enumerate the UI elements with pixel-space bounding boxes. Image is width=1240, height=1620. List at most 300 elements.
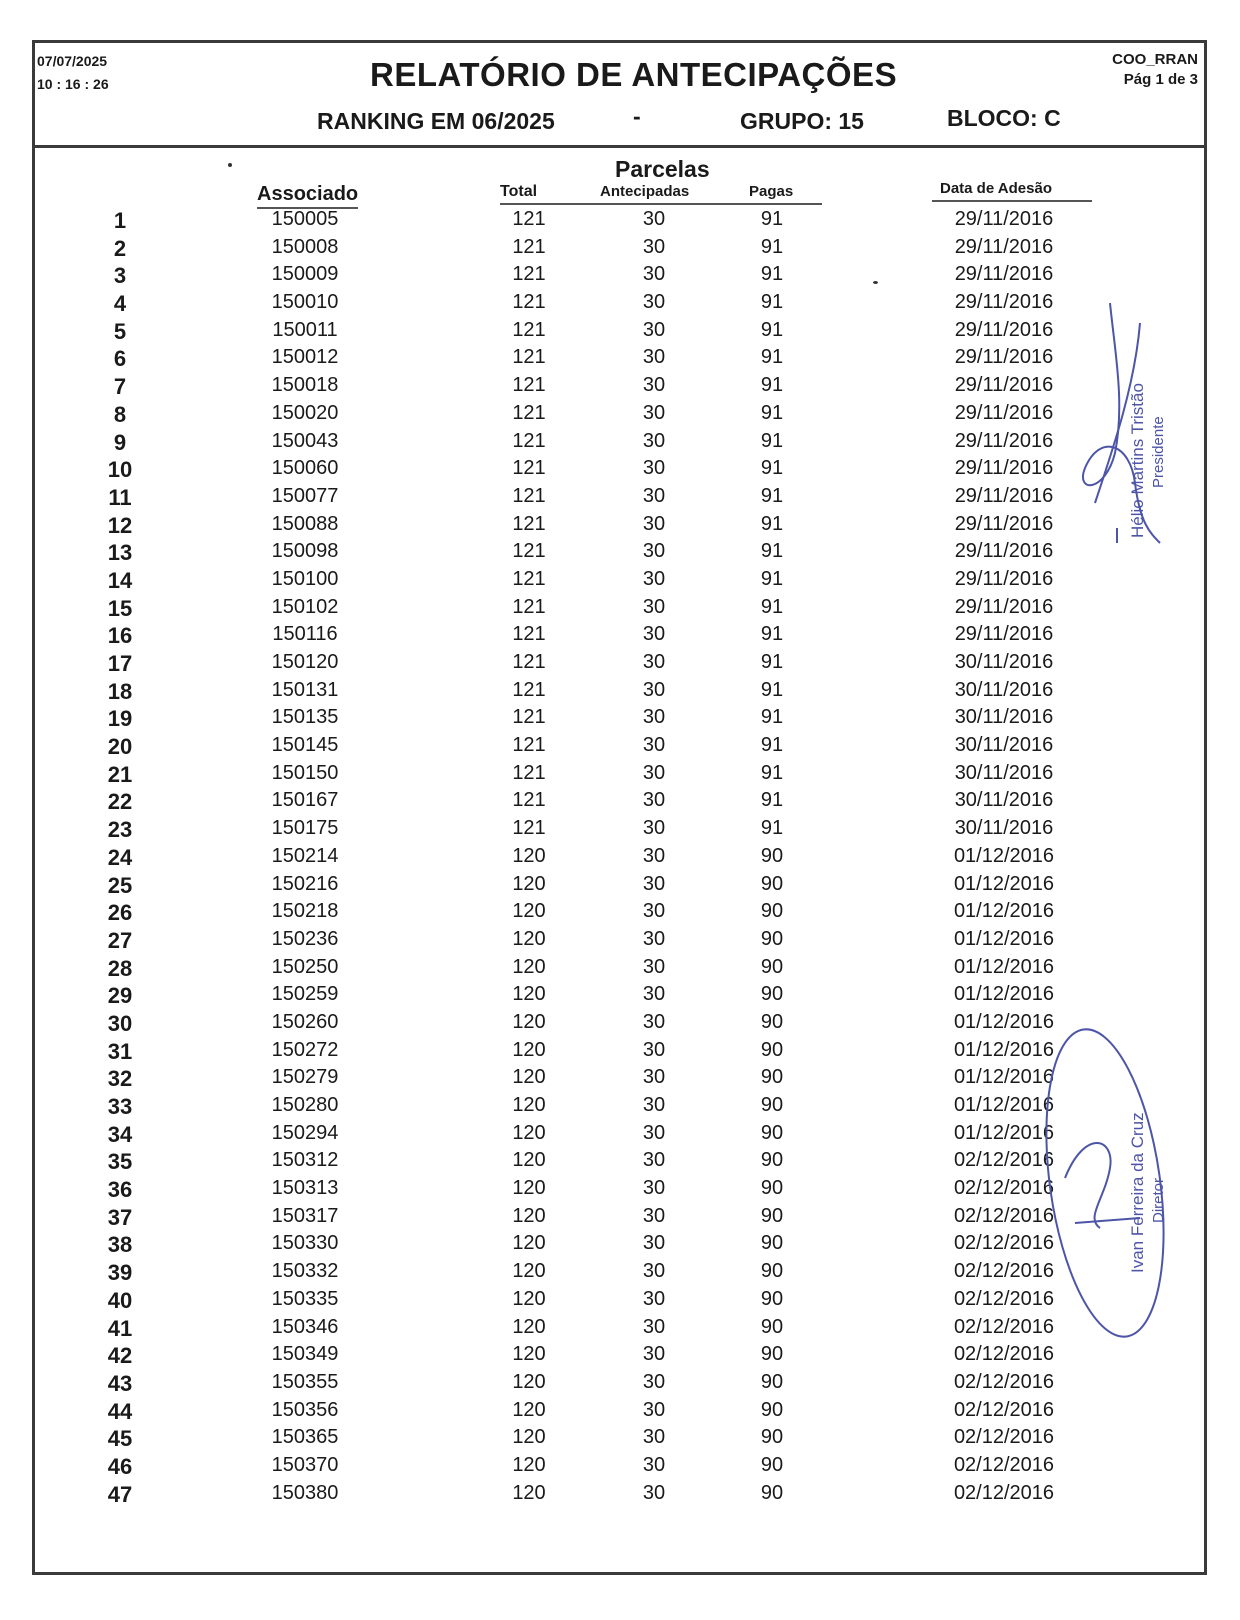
- pagas-cell: 90: [760, 1204, 784, 1227]
- antecipadas-cell: 30: [642, 1398, 666, 1421]
- report-page: [32, 40, 1207, 1575]
- table-row: [35, 651, 1204, 679]
- table-row: [35, 1343, 1204, 1371]
- antecipadas-cell: 30: [642, 1204, 666, 1227]
- associado-cell: 150250: [271, 955, 339, 978]
- total-cell: 120: [512, 955, 546, 978]
- antecipadas-cell: 30: [642, 540, 666, 563]
- pagas-cell: 91: [760, 512, 784, 535]
- total-cell: 120: [512, 983, 546, 1006]
- antecipadas-cell: 30: [642, 1315, 666, 1338]
- rank-cell: 40: [107, 1287, 133, 1313]
- antecipadas-cell: 30: [642, 595, 666, 618]
- antecipadas-cell: 30: [642, 1453, 666, 1476]
- associado-cell: 150365: [271, 1426, 339, 1449]
- associado-cell: 150313: [271, 1177, 339, 1200]
- rank-cell: 4: [113, 291, 127, 317]
- total-cell: 120: [512, 1038, 546, 1061]
- total-cell: 120: [512, 1398, 546, 1421]
- data-adesao-header: Data de Adesão: [940, 180, 1052, 197]
- data-adesao-cell: 02/12/2016: [953, 1287, 1055, 1310]
- associado-cell: 150175: [271, 817, 339, 840]
- antecipadas-cell: 30: [642, 955, 666, 978]
- antecipadas-cell: 30: [642, 346, 666, 369]
- associado-cell: 150060: [271, 457, 339, 480]
- total-cell: 120: [512, 844, 546, 867]
- antecipadas-cell: 30: [642, 983, 666, 1006]
- total-cell: 121: [512, 734, 546, 757]
- associado-cell: 150214: [271, 844, 339, 867]
- associado-cell: 150294: [271, 1121, 339, 1144]
- associado-cell: 150272: [271, 1038, 339, 1061]
- pagas-cell: 91: [760, 567, 784, 590]
- antecipadas-cell: 30: [642, 872, 666, 895]
- data-adesao-cell: 30/11/2016: [954, 817, 1054, 840]
- associado-cell: 150330: [271, 1232, 339, 1255]
- table-row: [35, 956, 1204, 984]
- associado-cell: 150332: [271, 1260, 339, 1283]
- total-cell: 120: [512, 1343, 546, 1366]
- rank-cell: 31: [107, 1038, 133, 1064]
- total-cell: 121: [512, 457, 546, 480]
- antecipadas-cell: 30: [642, 1177, 666, 1200]
- rank-cell: 27: [107, 927, 133, 953]
- table-row: [35, 457, 1204, 485]
- rank-cell: 20: [107, 734, 133, 760]
- total-cell: 121: [512, 484, 546, 507]
- table-row: [35, 845, 1204, 873]
- antecipadas-cell: 30: [642, 291, 666, 314]
- total-cell: 121: [512, 651, 546, 673]
- total-cell: 120: [512, 872, 546, 895]
- associado-cell: 150135: [271, 706, 339, 729]
- total-cell: 120: [512, 1232, 546, 1255]
- pagas-cell: 90: [760, 1370, 784, 1393]
- rank-cell: 34: [107, 1121, 133, 1147]
- total-cell: 121: [512, 567, 546, 590]
- total-cell: 120: [512, 927, 546, 950]
- pagas-cell: 90: [760, 1315, 784, 1338]
- pagas-cell: 91: [760, 235, 784, 258]
- table-row: [35, 1454, 1204, 1482]
- table-row: [35, 734, 1204, 762]
- print-time: 10 : 16 : 26: [37, 76, 109, 92]
- pagas-cell: 91: [760, 817, 784, 840]
- rank-cell: 29: [107, 983, 133, 1009]
- associado-cell: 150012: [271, 346, 339, 369]
- associado-cell: 150116: [272, 623, 338, 646]
- table-row: [35, 762, 1204, 790]
- table-row: [35, 1177, 1204, 1205]
- pagas-cell: 90: [760, 1121, 784, 1144]
- associado-cell: 150008: [271, 235, 339, 258]
- data-adesao-cell: 02/12/2016: [953, 1232, 1055, 1255]
- antecipadas-cell: 30: [642, 1232, 666, 1255]
- total-cell: 120: [512, 1149, 546, 1172]
- associado-header: Associado: [257, 183, 358, 209]
- pagas-cell: 90: [760, 983, 784, 1006]
- associado-cell: 150335: [271, 1287, 339, 1310]
- table-row: [35, 1094, 1204, 1122]
- rank-cell: 2: [113, 235, 127, 261]
- data-adesao-cell: 01/12/2016: [953, 955, 1055, 978]
- rank-cell: 1: [113, 208, 127, 233]
- data-adesao-cell: 01/12/2016: [953, 1010, 1055, 1033]
- antecipadas-cell: 30: [642, 1010, 666, 1033]
- antecipadas-cell: 30: [642, 651, 666, 673]
- table-row: [35, 319, 1204, 347]
- pagas-cell: 91: [760, 291, 784, 314]
- rank-cell: 30: [107, 1010, 133, 1036]
- associado-cell: 150098: [271, 540, 339, 563]
- pagas-cell: 91: [760, 263, 784, 286]
- pagas-cell: 91: [760, 374, 784, 397]
- rank-cell: 26: [107, 900, 133, 926]
- associado-cell: 150020: [271, 401, 339, 424]
- signature-presidente: [1055, 293, 1180, 583]
- table-row: [35, 983, 1204, 1011]
- data-adesao-cell: 29/11/2016: [954, 512, 1054, 535]
- ranking-table: [35, 208, 1204, 1509]
- pagas-cell: 90: [760, 1010, 784, 1033]
- data-adesao-cell: 29/11/2016: [954, 623, 1054, 646]
- rank-cell: 28: [107, 955, 133, 981]
- pagas-cell: 91: [760, 484, 784, 507]
- pagas-cell: 90: [760, 1287, 784, 1310]
- data-adesao-cell: 02/12/2016: [953, 1370, 1055, 1393]
- rank-cell: 42: [107, 1343, 133, 1369]
- associado-cell: 150280: [271, 1094, 339, 1116]
- pagas-cell: 90: [760, 1426, 784, 1449]
- print-date: 07/07/2025: [37, 53, 108, 69]
- rank-cell: 38: [107, 1232, 133, 1258]
- total-cell: 120: [512, 900, 546, 923]
- signature-name-2: Ivan Ferreira da Cruz: [1128, 1112, 1147, 1273]
- data-adesao-cell: 01/12/2016: [953, 1066, 1055, 1089]
- rank-cell: 41: [107, 1315, 133, 1341]
- rank-cell: 6: [113, 346, 127, 372]
- antecipadas-cell: 30: [642, 789, 666, 812]
- data-adesao-cell: 02/12/2016: [953, 1398, 1055, 1421]
- table-row: [35, 1039, 1204, 1067]
- total-cell: 121: [512, 623, 546, 646]
- total-cell: 121: [512, 761, 546, 784]
- pagas-cell: 90: [760, 1260, 784, 1283]
- table-row: [35, 1260, 1204, 1288]
- table-row: [35, 1149, 1204, 1177]
- total-cell: 121: [512, 678, 546, 701]
- antecipadas-cell: 30: [642, 429, 666, 452]
- antecipadas-cell: 30: [642, 374, 666, 397]
- antecipadas-cell: 30: [642, 208, 666, 230]
- pagas-cell: 90: [760, 927, 784, 950]
- scan-speck: [228, 163, 232, 167]
- data-adesao-cell: 01/12/2016: [953, 1094, 1055, 1116]
- total-cell: 121: [512, 595, 546, 618]
- pagas-cell: 91: [760, 651, 784, 673]
- pagas-cell: 90: [760, 1066, 784, 1089]
- block-label: BLOCO: C: [947, 105, 1061, 131]
- table-row: [35, 513, 1204, 541]
- data-adesao-cell: 30/11/2016: [954, 761, 1054, 784]
- associado-cell: 150043: [271, 429, 339, 452]
- rank-cell: 13: [107, 540, 133, 566]
- rank-cell: 36: [107, 1177, 133, 1203]
- rank-cell: 9: [113, 429, 127, 455]
- data-adesao-cell: 29/11/2016: [954, 263, 1054, 286]
- associado-cell: 150349: [271, 1343, 339, 1366]
- ranking-label: RANKING EM 06/2025: [317, 108, 555, 134]
- table-row: [35, 789, 1204, 817]
- data-adesao-cell: 29/11/2016: [954, 595, 1054, 618]
- pagas-cell: 91: [760, 401, 784, 424]
- total-cell: 120: [512, 1010, 546, 1033]
- data-adesao-cell: 02/12/2016: [953, 1204, 1055, 1227]
- total-cell: 120: [512, 1121, 546, 1144]
- rank-cell: 18: [107, 678, 133, 704]
- data-adesao-cell: 30/11/2016: [954, 651, 1054, 673]
- rank-cell: 43: [107, 1370, 133, 1396]
- table-row: [35, 1482, 1204, 1510]
- pagas-cell: 90: [760, 1038, 784, 1061]
- rank-cell: 15: [107, 595, 133, 621]
- header-dash: -: [633, 103, 641, 129]
- total-cell: 121: [512, 540, 546, 563]
- total-cell: 120: [512, 1287, 546, 1310]
- data-adesao-cell: 01/12/2016: [953, 844, 1055, 867]
- pagas-cell: 90: [760, 1343, 784, 1366]
- rank-cell: 44: [107, 1398, 133, 1424]
- report-code: COO_RRAN: [1112, 51, 1198, 68]
- table-row: [35, 596, 1204, 624]
- table-row: [35, 928, 1204, 956]
- total-cell: 121: [512, 429, 546, 452]
- pagas-cell: 91: [760, 761, 784, 784]
- associado-cell: 150145: [271, 734, 339, 757]
- signature-name-1: Hélio Martins Tristão: [1128, 383, 1147, 538]
- data-adesao-cell: 29/11/2016: [954, 374, 1054, 397]
- pagas-cell: 90: [760, 1232, 784, 1255]
- table-row: [35, 873, 1204, 901]
- associado-cell: 150167: [271, 789, 339, 812]
- rank-cell: 5: [113, 318, 127, 344]
- antecipadas-cell: 30: [642, 318, 666, 341]
- antecipadas-cell: 30: [642, 1149, 666, 1172]
- rank-cell: 24: [107, 844, 133, 870]
- pagas-cell: 91: [760, 457, 784, 480]
- total-cell: 120: [512, 1453, 546, 1476]
- total-cell: 121: [512, 235, 546, 258]
- antecipadas-cell: 30: [642, 235, 666, 258]
- table-row: [35, 1232, 1204, 1260]
- associado-cell: 150018: [271, 374, 339, 397]
- associado-cell: 150120: [271, 651, 339, 673]
- antecipadas-cell: 30: [642, 484, 666, 507]
- associado-cell: 150380: [271, 1481, 339, 1504]
- associado-cell: 150009: [271, 263, 339, 286]
- table-row: [35, 623, 1204, 651]
- rank-cell: 39: [107, 1260, 133, 1286]
- report-title: RELATÓRIO DE ANTECIPAÇÕES: [370, 56, 898, 93]
- antecipadas-cell: 30: [642, 457, 666, 480]
- table-row: [35, 540, 1204, 568]
- total-cell: 121: [512, 401, 546, 424]
- associado-cell: 150011: [272, 318, 338, 341]
- associado-cell: 150102: [271, 595, 339, 618]
- pagas-cell: 91: [760, 318, 784, 341]
- total-cell: 120: [512, 1481, 546, 1504]
- rank-cell: 37: [107, 1204, 133, 1230]
- total-cell: 121: [512, 789, 546, 812]
- rank-cell: 12: [107, 512, 133, 538]
- total-cell: 121: [512, 263, 546, 286]
- table-row: [35, 374, 1204, 402]
- total-cell: 120: [512, 1426, 546, 1449]
- data-adesao-cell: 02/12/2016: [953, 1453, 1055, 1476]
- data-adesao-cell: 29/11/2016: [954, 318, 1054, 341]
- signature-diretor: [1045, 1018, 1205, 1338]
- table-row: [35, 817, 1204, 845]
- table-row: [35, 1122, 1204, 1150]
- associado-cell: 150260: [271, 1010, 339, 1033]
- antecipadas-cell: 30: [642, 1370, 666, 1393]
- pagas-cell: 91: [760, 429, 784, 452]
- data-adesao-cell: 29/11/2016: [954, 208, 1054, 230]
- data-adesao-cell: 02/12/2016: [953, 1481, 1055, 1504]
- antecipadas-cell: 30: [642, 512, 666, 535]
- data-adesao-cell: 01/12/2016: [953, 1038, 1055, 1061]
- associado-cell: 150077: [271, 484, 339, 507]
- table-row: [35, 1426, 1204, 1454]
- pagas-cell: 90: [760, 1398, 784, 1421]
- rank-cell: 21: [107, 761, 133, 787]
- table-row: [35, 1288, 1204, 1316]
- pagas-cell: 90: [760, 1177, 784, 1200]
- page-info: Pág 1 de 3: [1123, 71, 1198, 88]
- data-adesao-cell: 29/11/2016: [954, 346, 1054, 369]
- antecipadas-cell: 30: [642, 1481, 666, 1504]
- rank-cell: 35: [107, 1149, 133, 1175]
- table-row: [35, 208, 1204, 236]
- report-header: [35, 43, 1204, 148]
- pagas-header: Pagas: [749, 183, 794, 200]
- rank-cell: 7: [113, 374, 127, 400]
- antecipadas-cell: 30: [642, 1426, 666, 1449]
- data-adesao-cell: 02/12/2016: [953, 1149, 1055, 1172]
- antecipadas-cell: 30: [642, 734, 666, 757]
- pagas-cell: 90: [760, 872, 784, 895]
- signature-role-1: Presidente: [1150, 416, 1167, 488]
- antecipadas-cell: 30: [642, 844, 666, 867]
- antecipadas-cell: 30: [642, 1121, 666, 1144]
- total-cell: 121: [512, 291, 546, 314]
- associado-cell: 150010: [271, 291, 339, 314]
- pagas-cell: 90: [760, 1453, 784, 1476]
- associado-cell: 150236: [271, 927, 339, 950]
- rank-cell: 32: [107, 1066, 133, 1092]
- rank-cell: 46: [107, 1453, 133, 1479]
- pagas-cell: 90: [760, 1481, 784, 1504]
- antecipadas-cell: 30: [642, 623, 666, 646]
- group-label: GRUPO: 15: [740, 108, 864, 134]
- total-cell: 120: [512, 1204, 546, 1227]
- associado-cell: 150088: [271, 512, 339, 535]
- data-adesao-cell: 01/12/2016: [953, 983, 1055, 1006]
- data-adesao-cell: 30/11/2016: [954, 734, 1054, 757]
- data-adesao-cell: 02/12/2016: [953, 1315, 1055, 1338]
- associado-cell: 150150: [271, 761, 339, 784]
- data-adesao-cell: 02/12/2016: [953, 1177, 1055, 1200]
- associado-cell: 150317: [271, 1204, 339, 1227]
- pagas-cell: 91: [760, 208, 784, 230]
- table-row: [35, 263, 1204, 291]
- total-cell: 121: [512, 346, 546, 369]
- data-adesao-cell: 02/12/2016: [953, 1426, 1055, 1449]
- antecipadas-cell: 30: [642, 1066, 666, 1089]
- associado-cell: 150279: [271, 1066, 339, 1089]
- data-adesao-cell: 01/12/2016: [953, 900, 1055, 923]
- table-row: [35, 568, 1204, 596]
- associado-cell: 150370: [271, 1453, 339, 1476]
- table-row: [35, 1011, 1204, 1039]
- table-row: [35, 430, 1204, 458]
- pagas-cell: 91: [760, 678, 784, 701]
- pagas-cell: 90: [760, 900, 784, 923]
- pagas-cell: 90: [760, 844, 784, 867]
- parcelas-underline: [500, 203, 822, 205]
- rank-cell: 11: [108, 484, 132, 510]
- total-cell: 121: [512, 318, 546, 341]
- signature-role-2: Diretor: [1150, 1177, 1167, 1223]
- table-row: [35, 1316, 1204, 1344]
- data-adesao-cell: 01/12/2016: [953, 927, 1055, 950]
- table-row: [35, 1205, 1204, 1233]
- data-adesao-cell: 29/11/2016: [954, 429, 1054, 452]
- antecipadas-cell: 30: [642, 1287, 666, 1310]
- antecipadas-cell: 30: [642, 1094, 666, 1116]
- pagas-cell: 91: [760, 734, 784, 757]
- data-adesao-cell: 01/12/2016: [953, 872, 1055, 895]
- signature-stroke: [1083, 303, 1160, 543]
- table-row: [35, 706, 1204, 734]
- data-adesao-cell: 29/11/2016: [954, 235, 1054, 258]
- total-cell: 121: [512, 706, 546, 729]
- pagas-cell: 91: [760, 706, 784, 729]
- pagas-cell: 90: [760, 1149, 784, 1172]
- total-cell: 120: [512, 1260, 546, 1283]
- data-adesao-cell: 01/12/2016: [953, 1121, 1055, 1144]
- table-row: [35, 402, 1204, 430]
- rank-cell: 3: [113, 263, 127, 289]
- pagas-cell: 91: [760, 346, 784, 369]
- pagas-cell: 91: [760, 595, 784, 618]
- antecipadas-cell: 30: [642, 900, 666, 923]
- antecipadas-cell: 30: [642, 567, 666, 590]
- data-adesao-cell: 29/11/2016: [954, 401, 1054, 424]
- data-adesao-cell: 02/12/2016: [953, 1343, 1055, 1366]
- rank-cell: 22: [107, 789, 133, 815]
- antecipadas-cell: 30: [642, 678, 666, 701]
- table-row: [35, 346, 1204, 374]
- rank-cell: 19: [107, 706, 133, 732]
- associado-cell: 150131: [271, 678, 339, 701]
- total-cell: 121: [512, 817, 546, 840]
- pagas-cell: 91: [760, 789, 784, 812]
- rank-cell: 8: [113, 401, 127, 427]
- antecipadas-cell: 30: [642, 817, 666, 840]
- associado-cell: 150346: [271, 1315, 339, 1338]
- data-adesao-cell: 29/11/2016: [954, 540, 1054, 563]
